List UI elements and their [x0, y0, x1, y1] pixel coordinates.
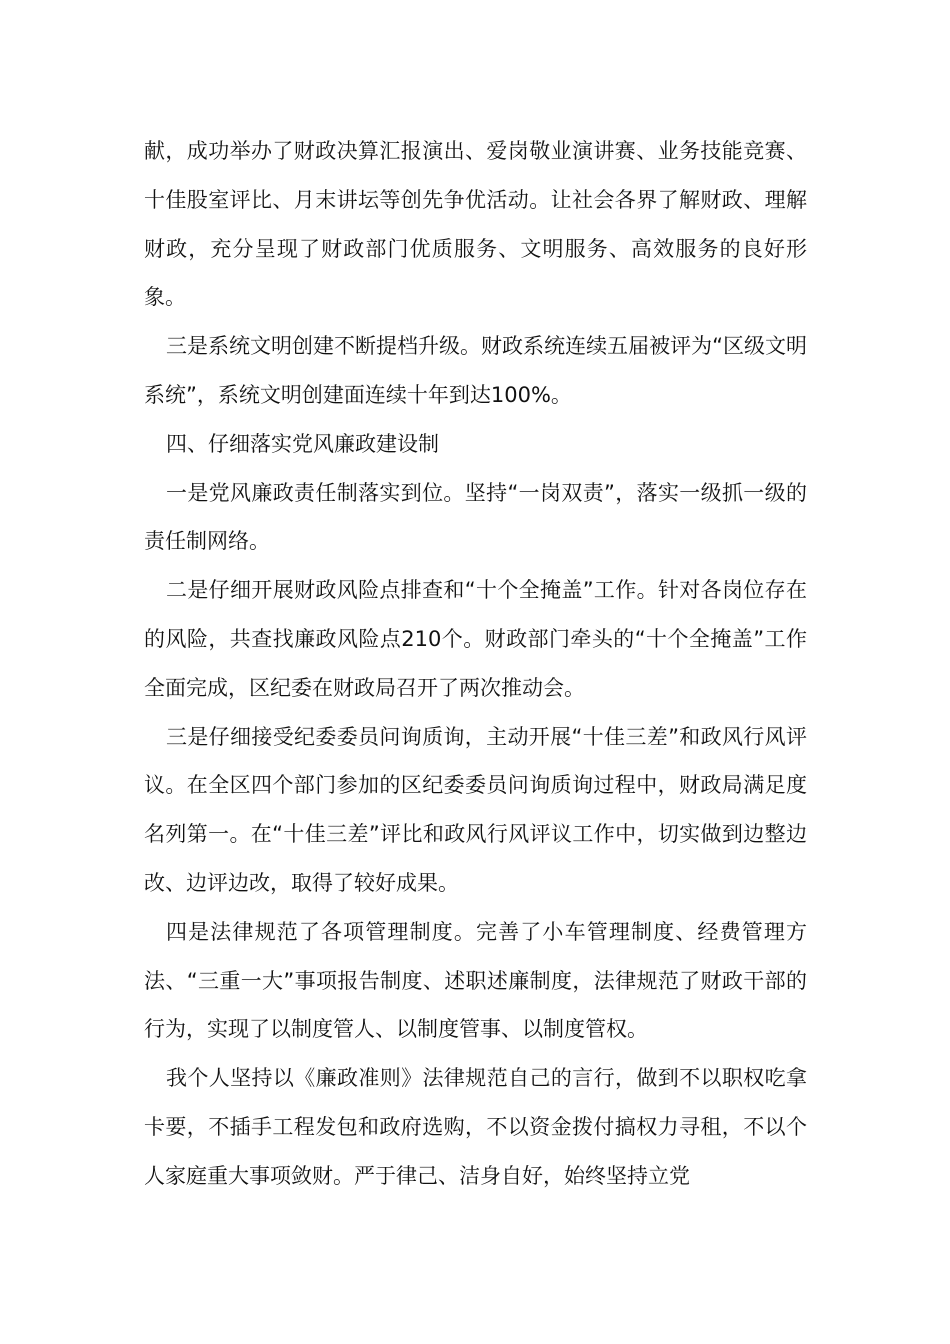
paragraph-regulations: 四是法律规范了各项管理制度。完善了小车管理制度、经费管理方法、“三重一大”事项报告制度、述职述廉制度，法律规范了财政干部的行为，实现了以制度管人、以制度管事、以制度管权。: [144, 919, 807, 1042]
section-heading-integrity: 四、仔细落实党风廉政建设制: [166, 431, 439, 456]
paragraph-personal: 我个人坚持以《廉政准则》法律规范自己的言行，做到不以职权吃拿卡要，不插手工程发包和政府选购，不以资金拨付搞权力寻租，不以个人家庭重大事项敛财。严于律己、洁身自好，始终坚持立党: [144, 1066, 807, 1188]
paragraph-system-civilization: 三是系统文明创建不断提档升级。财政系统连续五届被评为“区级文明系统”，系统文明创建面连续十年到达100%。: [144, 334, 807, 407]
paragraph-responsibility: 一是党风廉政责任制落实到位。坚持“一岗双责”，落实一级抓一级的责任制网络。: [144, 480, 807, 554]
paragraph-continuation: 献，成功举办了财政决算汇报演出、爱岗敬业演讲赛、业务技能竞赛、十佳股室评比、月末讲坛等创先争优活动。让社会各界了解财政、理解财政，充分呈现了财政部门优质服务、文明服务、高效服务的良好形象。: [144, 139, 807, 310]
document-body: [144, 127, 807, 1201]
paragraph-risk-points: 二是仔细开展财政风险点排查和“十个全掩盖”工作。针对各岗位存在的风险，共查找廉政风险点210个。财政部门牵头的“十个全掩盖”工作全面完成，区纪委在财政局召开了两次推动会。: [144, 578, 807, 700]
paragraph-inquiry: 三是仔细接受纪委委员问询质询，主动开展“十佳三差”和政风行风评议。在全区四个部门参加的区纪委委员问询质询过程中，财政局满足度名列第一。在“十佳三差”评比和政风行风评议工作中，切实做到边整边改、边评边改，取得了较好成果。: [144, 724, 807, 895]
